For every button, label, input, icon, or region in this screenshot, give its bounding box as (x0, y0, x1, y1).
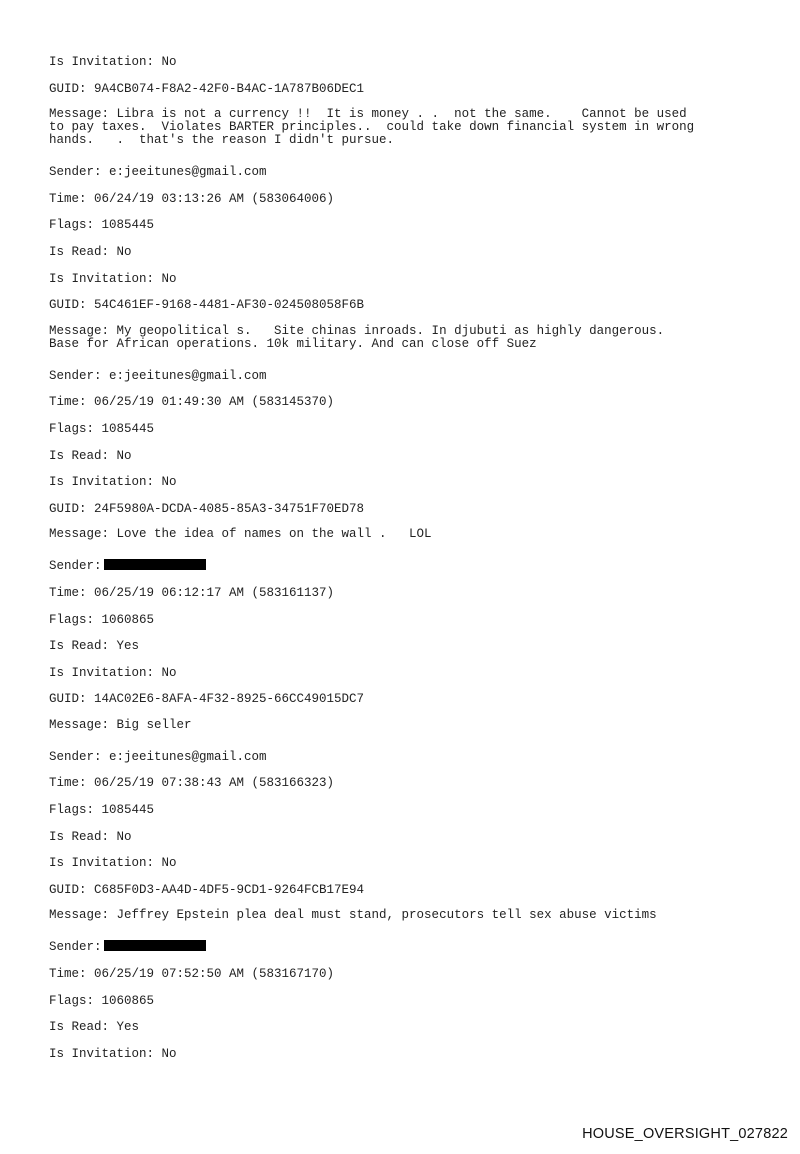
sender-field: Sender: e:jeeitunes@gmail.com (49, 749, 267, 764)
message-record (49, 750, 769, 923)
document-page (49, 55, 769, 1073)
message-record (49, 165, 769, 351)
is-read-field: Is Read: No (49, 829, 132, 844)
sender-label: Sender: (49, 559, 102, 574)
is-invitation-field: Is Invitation: No (49, 271, 177, 286)
bates-number: HOUSE_OVERSIGHT_027822 (582, 1126, 788, 1142)
message-field: Message: Love the idea of names on the wall . LOL (49, 527, 432, 542)
message-field: Message: Big seller (49, 717, 192, 732)
guid-field: GUID: 14AC02E6-8AFA-4F32-8925-66CC49015DC7 (49, 692, 365, 707)
guid-field: GUID: C685F0D3-AA4D-4DF5-9CD1-9264FCB17E94 (49, 882, 365, 897)
message-field: Message: My geopolitical s. Site chinas inroads. In djubuti as highly dangerous. Base for African operations. 10k military. And can close off Suez (49, 323, 665, 351)
message-field: Message: Jeffrey Epstein plea deal must stand, prosecutors tell sex abuse victims (49, 908, 657, 923)
sender-field (49, 559, 769, 573)
message-record (49, 559, 769, 732)
sender-field (49, 940, 769, 954)
is-invitation-field: Is Invitation: No (49, 475, 177, 490)
time-field: Time: 06/25/19 07:38:43 AM (583166323) (49, 776, 335, 791)
is-read-field: Is Read: Yes (49, 639, 140, 654)
sender-field: Sender: e:jeeitunes@gmail.com (49, 368, 267, 383)
guid-field: GUID: 24F5980A-DCDA-4085-85A3-34751F70ED78 (49, 501, 365, 516)
message-record (49, 369, 769, 542)
message-field: Message: Libra is not a currency !! It is money . . not the same. Cannot be used to pay taxes. Violates BARTER principles.. could take down financial system in wrong hands. . that's the reason I didn't pursue. (49, 107, 695, 148)
flags-field: Flags: 1085445 (49, 803, 155, 818)
sender-label: Sender: (49, 940, 102, 955)
flags-field: Flags: 1085445 (49, 421, 155, 436)
flags-field: Flags: 1060865 (49, 993, 155, 1008)
guid-field: GUID: 9A4CB074-F8A2-42F0-B4AC-1A787B06DEC1 (49, 81, 365, 96)
message-record (49, 940, 769, 1060)
is-invitation-field: Is Invitation: No (49, 1046, 177, 1061)
is-read-field: Is Read: No (49, 448, 132, 463)
sender-field: Sender: e:jeeitunes@gmail.com (49, 165, 267, 180)
redaction-bar (104, 559, 206, 570)
time-field: Time: 06/25/19 07:52:50 AM (583167170) (49, 967, 335, 982)
is-read-field: Is Read: Yes (49, 1020, 140, 1035)
time-field: Time: 06/24/19 03:13:26 AM (583064006) (49, 191, 335, 206)
time-field: Time: 06/25/19 01:49:30 AM (583145370) (49, 395, 335, 410)
message-record (49, 55, 769, 147)
is-invitation-field: Is Invitation: No (49, 856, 177, 871)
time-field: Time: 06/25/19 06:12:17 AM (583161137) (49, 585, 335, 600)
is-invitation-field: Is Invitation: No (49, 665, 177, 680)
flags-field: Flags: 1085445 (49, 218, 155, 233)
guid-field: GUID: 54C461EF-9168-4481-AF30-024508058F6B (49, 298, 365, 313)
is-invitation-field: Is Invitation: No (49, 55, 177, 69)
is-read-field: Is Read: No (49, 244, 132, 259)
redaction-bar (104, 940, 206, 951)
flags-field: Flags: 1060865 (49, 612, 155, 627)
